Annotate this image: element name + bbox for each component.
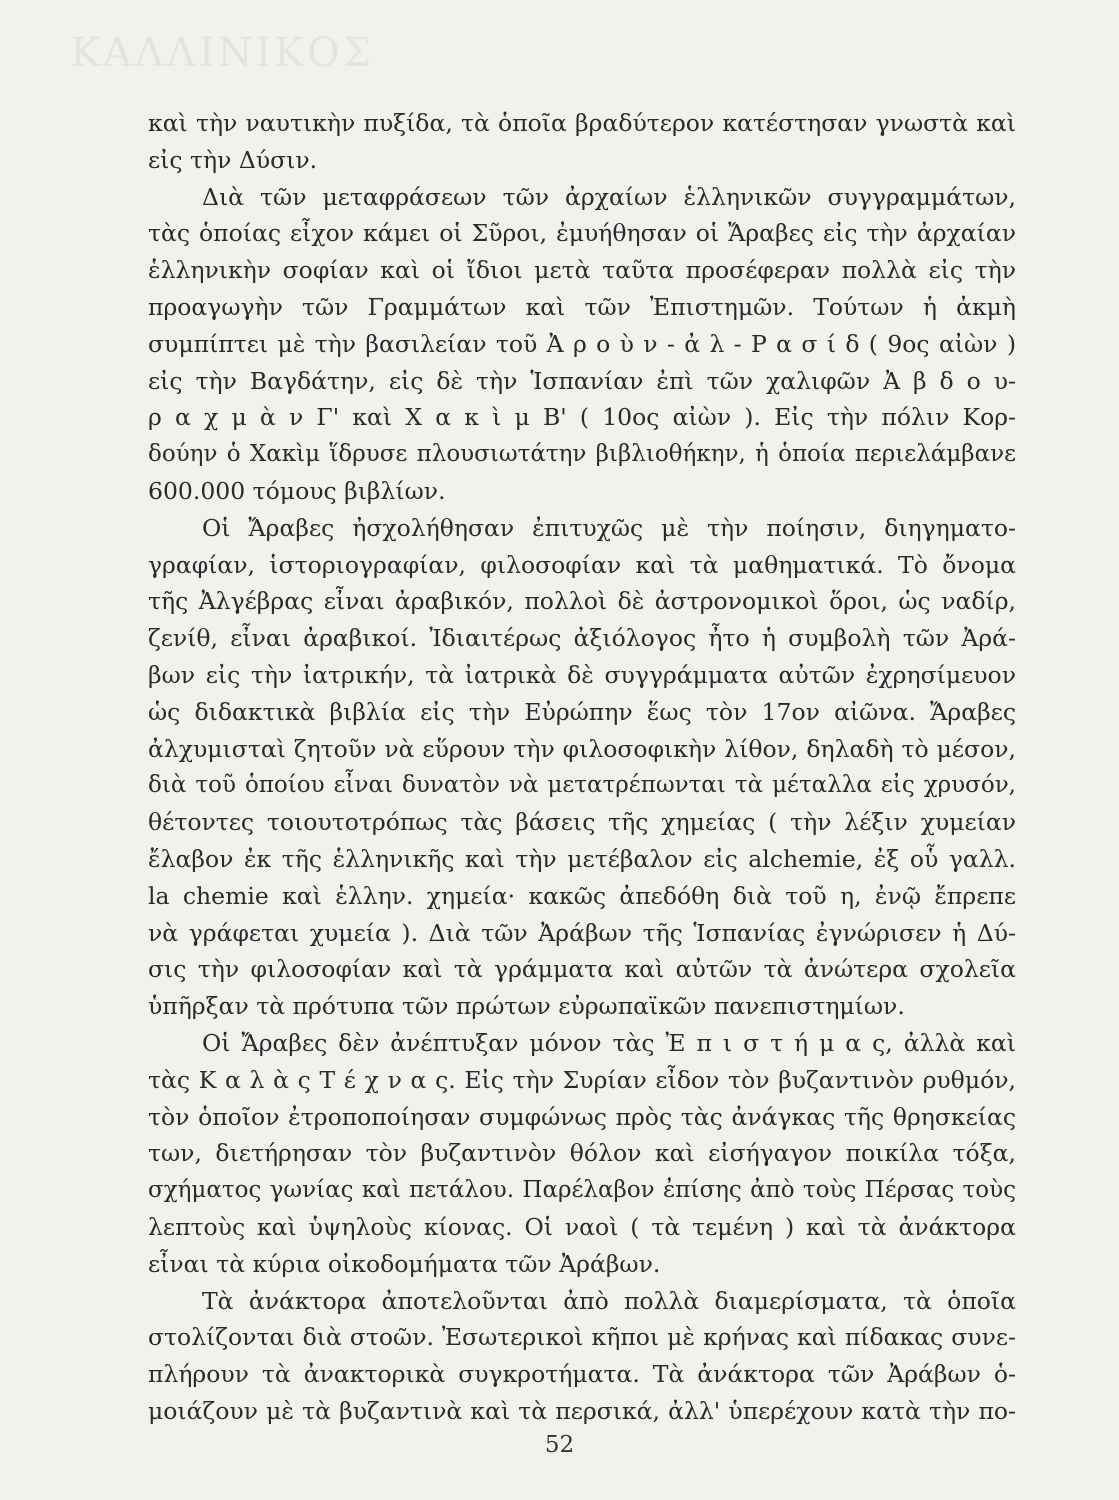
text-line: διὰ τοῦ ὁποίου εἶναι δυνατὸν νὰ μετατρέπωνται τὰ μέταλλα εἰς χρυσόν,	[148, 772, 1016, 799]
text-line: καὶ τὴν ναυτικὴν πυξίδα, τὰ ὁποῖα βραδύτερον κατέστησαν γνωστὰ καὶ	[148, 109, 1016, 137]
text-line: 600.000 τόμους βιβλίων.	[148, 476, 446, 505]
text-line: τῆς Ἀλγέβρας εἶναι ἀραβικόν, πολλοὶ δὲ ἀστρονομικοὶ ὅροι, ὡς ναδίρ,	[148, 587, 1016, 616]
text-line: ὡς διδακτικὰ βιβλία εἰς τὴν Εὐρώπην ἕως τὸν 17ον αἰῶνα. Ἄραβες	[148, 697, 1016, 726]
text-line: la chemie καὶ ἑλλην. χημεία· κακῶς ἀπεδόθη διὰ τοῦ η, ἐνῷ ἔπρεπε	[148, 881, 1016, 910]
text-line: στολίζονται διὰ στοῶν. Ἐσωτερικοὶ κῆποι μὲ κρήνας καὶ πίδακας συνε-	[148, 1323, 1016, 1352]
text-line: ρ α χ μ ὰ ν Γ' καὶ Χ α κ ὶ μ Β' ( 10ος αἰὼν ). Εἰς τὴν πόλιν Κορ-	[148, 403, 1016, 432]
text-line: τὸν ὁποῖον ἐτροποποίησαν συμφώνως πρὸς τὰς ἀνάγκας τῆς θρησκείας	[148, 1102, 1016, 1131]
text-line: Οἱ Ἄραβες ἠσχολήθησαν ἐπιτυχῶς μὲ τὴν ποίησιν, διηγηματο-	[202, 513, 1016, 542]
bleed-through-header: ΚΑΛΛΙΝΙΚΟΣ	[70, 30, 375, 76]
text-line: βων εἰς τὴν ἰατρικήν, τὰ ἰατρικὰ δὲ συγγράμματα αὐτῶν ἐχρησίμευον	[148, 660, 1016, 689]
text-line: τὰς ὁποίας εἶχον κάμει οἱ Σῦροι, ἐμυήθησαν οἱ Ἄραβες εἰς τὴν ἀρχαίαν	[148, 219, 1016, 248]
text-line: των, διετήρησαν τὸν βυζαντινὸν θόλον καὶ εἰσήγαγον ποικίλα τόξα,	[148, 1139, 1016, 1168]
text-line: ἔλαβον ἐκ τῆς ἑλληνικῆς καὶ τὴν μετέβαλον εἰς alchemie, ἐξ οὗ γαλλ.	[148, 844, 1016, 873]
page-number: 52	[544, 1432, 575, 1458]
text-line: σις τὴν φιλοσοφίαν καὶ τὰ γράμματα καὶ αὐτῶν τὰ ἀνώτερα σχολεῖα	[148, 955, 1016, 984]
text-line: μοιάζουν μὲ τὰ βυζαντινὰ καὶ τὰ περσικά, ἀλλ' ὑπερέχουν κατὰ τὴν πο-	[148, 1396, 1016, 1425]
text-line: ὑπῆρξαν τὰ πρότυπα τῶν πρώτων εὐρωπαϊκῶν πανεπιστημίων.	[148, 992, 905, 1021]
text-line: εἶναι τὰ κύρια οἰκοδομήματα τῶν Ἀράβων.	[148, 1249, 661, 1278]
text-line: ζενίθ, εἶναι ἀραβικοί. Ἰδιαιτέρως ἀξιόλογος ἦτο ἡ συμβολὴ τῶν Ἀρά-	[148, 624, 1016, 653]
text-line: Τὰ ἀνάκτορα ἀποτελοῦνται ἀπὸ πολλὰ διαμερίσματα, τὰ ὁποῖα	[202, 1286, 1016, 1315]
text-line: δούην ὁ Χακὶμ ἵδρυσε πλουσιωτάτην βιβλιοθήκην, ἡ ὁποία περιελάμβανε	[148, 441, 1016, 468]
text-line: νὰ γράφεται χυμεία ). Διὰ τῶν Ἀράβων τῆς Ἱσπανίας ἐγνώρισεν ἡ Δύ-	[148, 918, 1016, 947]
text-line: προαγωγὴν τῶν Γραμμάτων καὶ τῶν Ἐπιστημῶν. Τούτων ἡ ἀκμὴ	[148, 292, 1016, 321]
text-line: εἰς τὴν Δύσιν.	[148, 145, 318, 174]
text-line: πλήρουν τὰ ἀνακτορικὰ συγκροτήματα. Τὰ ἀνάκτορα τῶν Ἀράβων ὁ-	[148, 1360, 1016, 1389]
body-text	[148, 105, 1016, 1430]
text-line: θέτοντες τοιουτοτρόπως τὰς βάσεις τῆς χημείας ( τὴν λέξιν χυμείαν	[148, 808, 1016, 837]
text-line: τὰς Κ α λ ὰ ς Τ έ χ ν α ς. Εἰς τὴν Συρίαν εἶδον τὸν βυζαντινὸν ρυθμόν,	[148, 1065, 1016, 1094]
text-line: γραφίαν, ἱστοριογραφίαν, φιλοσοφίαν καὶ τὰ μαθηματικά. Τὸ ὄνομα	[148, 550, 1016, 579]
text-line: συμπίπτει μὲ τὴν βασιλείαν τοῦ Ἀ ρ ο ὺ ν - ἀ λ - Ρ α σ ί δ ( 9ος αἰὼν )	[148, 329, 1016, 358]
text-line: σχήματος γωνίας καὶ πετάλου. Παρέλαβον ἐπίσης ἀπὸ τοὺς Πέρσας τοὺς	[148, 1177, 1016, 1204]
text-line: Διὰ τῶν μεταφράσεων τῶν ἀρχαίων ἑλληνικῶν συγγραμμάτων,	[202, 182, 1016, 211]
text-line: ἀλχυμισταὶ ζητοῦν νὰ εὕρουν τὴν φιλοσοφικὴν λίθον, δηλαδὴ τὸ μέσον,	[148, 734, 1016, 763]
text-line: Οἱ Ἄραβες δὲν ἀνέπτυξαν μόνον τὰς Ἐ π ι σ τ ή μ α ς, ἀλλὰ καὶ	[202, 1028, 1016, 1057]
text-line: εἰς τὴν Βαγδάτην, εἰς δὲ τὴν Ἱσπανίαν ἐπὶ τῶν χαλιφῶν Ἀ β δ ο υ-	[148, 366, 1016, 395]
text-line: ἑλληνικὴν σοφίαν καὶ οἱ ἴδιοι μετὰ ταῦτα προσέφεραν πολλὰ εἰς τὴν	[148, 256, 1016, 285]
text-line: λεπτοὺς καὶ ὑψηλοὺς κίονας. Οἱ ναοὶ ( τὰ τεμένη ) καὶ τὰ ἀνάκτορα	[148, 1212, 1016, 1241]
